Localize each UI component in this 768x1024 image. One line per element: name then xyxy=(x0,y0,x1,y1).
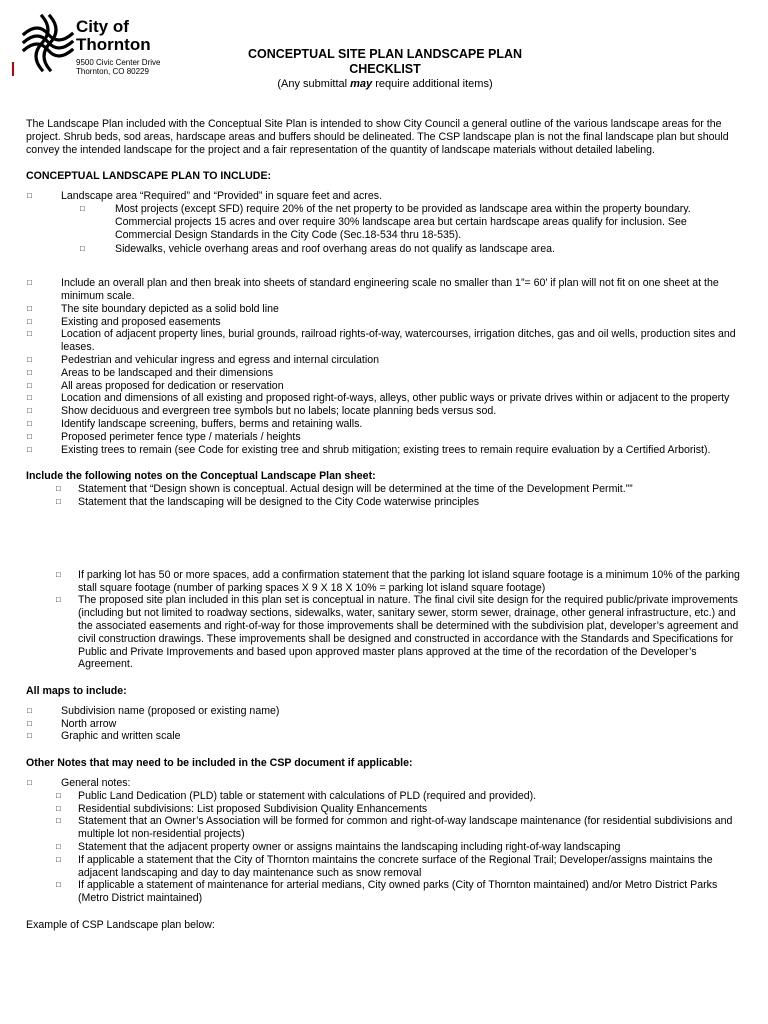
address-city: Thornton, CO 80229 xyxy=(76,67,149,76)
address-street: 9500 Civic Center Drive xyxy=(76,58,161,67)
intro-paragraph: The Landscape Plan included with the Conceptual Site Plan is intended to show City Council a general outline of the various landscape areas for the project. Shrub beds, sod areas, hardscape areas and buffers should be delineated. The CSP landscape plan is not the final landscape plan but should convey the intended landscape for the project and a fair representation of the quantity of landscape materials without detailed labeling. xyxy=(26,118,729,156)
general-note-item: □ Public Land Dedication (PLD) table or statement with calculations of PLD (required and provided). xyxy=(26,790,742,803)
section-heading-include: CONCEPTUAL LANDSCAPE PLAN TO INCLUDE: xyxy=(26,170,272,183)
thornton-logo-icon xyxy=(20,12,76,74)
page-subtitle xyxy=(185,78,585,91)
title-line-2: CHECKLIST xyxy=(349,62,421,76)
margin-mark xyxy=(12,62,14,76)
checklist-item: □ Existing and proposed easements xyxy=(26,316,742,329)
note-item: □ If parking lot has 50 or more spaces, add a confirmation statement that the parking lot island square footage is a minimum 10% of the parking stall square footage (number of parking spaces X 9 X 18 X 10% = parking lot island square footage) xyxy=(26,569,742,595)
logo-thornton: Thornton xyxy=(76,35,151,54)
section-heading-other: Other Notes that may need to be included in the CSP document if applicable: xyxy=(26,757,413,770)
section-heading-notes: Include the following notes on the Conceptual Landscape Plan sheet: xyxy=(26,470,376,483)
note-item: □ The proposed site plan included in this plan set is conceptual in nature. The final civil site design for the required public/private improvements (including but not limited to roadway sections, sidewalks, water, sanitary sewer, storm sewer, drainage, other general infrastructure, etc.) and the associated easements and right-of-way for those improvements shall be determined with the subdivision plat, developer’s agreement and civil construction drawings. These improvements shall be designed and constructed in accordance with the Standards and Specifications for Public and Private Improvements and based upon approved master plans approved at the time of the recordation of the Developer’s Agreement. xyxy=(26,594,742,671)
checklist-item: □ General notes: xyxy=(26,777,742,790)
checklist-item: □ Areas to be landscaped and their dimensions xyxy=(26,367,742,380)
general-note-item: □ Statement that an Owner’s Association will be formed for common and right-of-way landscape maintenance (for residential subdivisions and multiple lot non-residential projects) xyxy=(26,815,742,841)
checklist-item: □ Graphic and written scale xyxy=(26,730,742,743)
checklist-item: □ All areas proposed for dedication or reservation xyxy=(26,380,742,393)
general-note-item: □ Statement that the adjacent property owner or assigns maintains the landscaping including right-of-way landscaping xyxy=(26,841,742,854)
title-line-1: CONCEPTUAL SITE PLAN LANDSCAPE PLAN xyxy=(247,47,523,61)
checklist-item: □ Subdivision name (proposed or existing name) xyxy=(26,705,742,718)
checklist-item: □ Location and dimensions of all existing and proposed right-of-ways, alleys, other public ways or private drives within or adjacent to the property xyxy=(26,392,742,405)
page-title xyxy=(185,47,585,77)
checklist-subitem: □ Most projects (except SFD) require 20% of the net property to be provided as landscape area within the property boundary. Commercial projects 15 acres and over require 30% landscape area but certain hardscape areas qualify for inclusion. See Commercial Design Standards in the City Code (Sec.18-534 thru 18-535). xyxy=(26,203,742,241)
checklist-item: □ Identify landscape screening, buffers, berms and retaining walls. xyxy=(26,418,742,431)
logo-city-of: City of xyxy=(76,17,129,36)
checklist-item: □ The site boundary depicted as a solid bold line xyxy=(26,303,742,316)
checklist-item: □ North arrow xyxy=(26,718,742,731)
general-note-item: □ If applicable a statement that the City of Thornton maintains the concrete surface of the Regional Trail; Developer/assigns maintains the adjacent landscaping and day to day maintenance such as snow removal xyxy=(26,854,742,880)
document-body xyxy=(26,118,742,932)
checklist-item: □ Proposed perimeter fence type / materials / heights xyxy=(26,431,742,444)
checklist-item: □ Existing trees to remain (see Code for existing tree and shrub mitigation; existing trees to remain require evaluation by a Certified Arborist). xyxy=(26,444,742,457)
checklist-item: □ Show deciduous and evergreen tree symbols but no labels; locate planning beds versus sod. xyxy=(26,405,742,418)
subtitle-emphasis: may xyxy=(350,78,373,90)
note-item: □ Statement that the landscaping will be designed to the City Code waterwise principles xyxy=(26,496,742,509)
subtitle-after: require additional items) xyxy=(372,78,493,90)
general-note-item: □ Residential subdivisions: List proposed Subdivision Quality Enhancements xyxy=(26,803,742,816)
example-caption: Example of CSP Landscape plan below: xyxy=(26,919,215,932)
city-logo xyxy=(20,12,180,82)
checklist-subitem: □ Sidewalks, vehicle overhang areas and roof overhang areas do not qualify as landscape area. xyxy=(26,243,742,256)
subtitle-before: (Any submittal xyxy=(277,78,351,90)
section-heading-maps: All maps to include: xyxy=(26,685,127,698)
checklist-item: □ Landscape area “Required” and “Provided” in square feet and acres. xyxy=(26,190,742,203)
checklist-item: □ Pedestrian and vehicular ingress and egress and internal circulation xyxy=(26,354,742,367)
checklist-item: □ Location of adjacent property lines, burial grounds, railroad rights-of-way, watercourses, irrigation ditches, gas and oil wells, production sites and leases. xyxy=(26,328,742,354)
note-item: □ Statement that “Design shown is conceptual. Actual design will be determined at the time of the Development Permit.”” xyxy=(26,483,742,496)
checklist-item: □ Include an overall plan and then break into sheets of standard engineering scale no smaller than 1”= 60’ if plan will not fit on one sheet at the minimum scale. xyxy=(26,277,742,303)
general-note-item: □ If applicable a statement of maintenance for arterial medians, City owned parks (City of Thornton maintained) and/or Metro District Parks (Metro District maintained) xyxy=(26,879,742,905)
